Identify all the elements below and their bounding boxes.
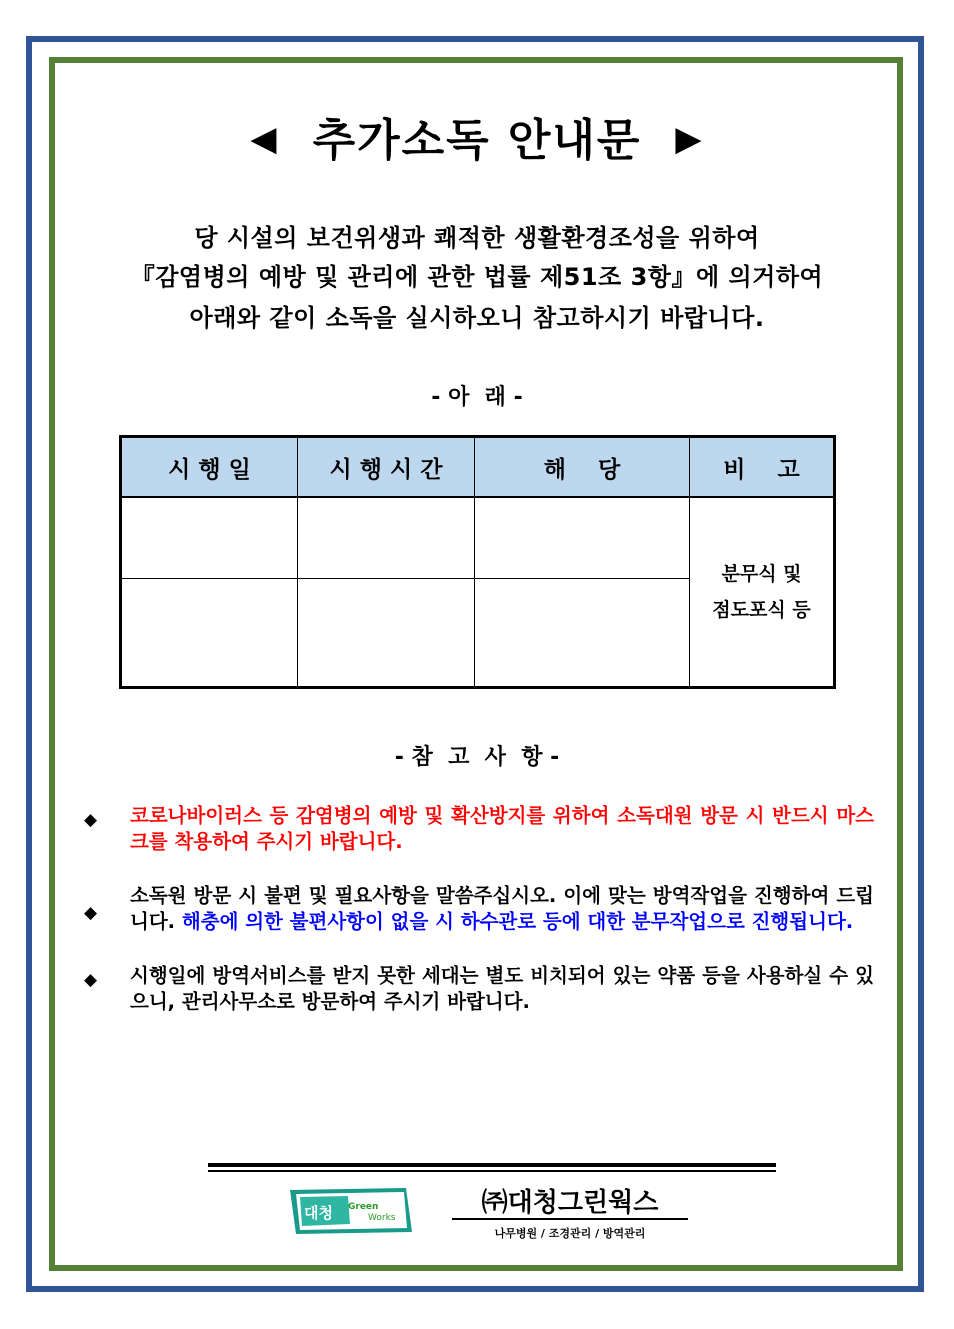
table-row bbox=[121, 497, 835, 579]
table-header-row bbox=[121, 437, 835, 498]
svg-text:Green: Green bbox=[348, 1202, 379, 1212]
note-1-text: 코로나바이러스 등 감염병의 예방 및 확산방지를 위하여 소독대원 방문 시 반드시 마스크를 착용하여 주시기 바랍니다. bbox=[130, 804, 874, 853]
note-3-text: 시행일에 방역서비스를 받지 못한 세대는 별도 비치되어 있는 약품 등을 사용하실 수 있으니, 관리사무소로 방문하여 주시기 바랍니다. bbox=[130, 964, 874, 1013]
note-2-text: 소독원 방문 시 불편 및 필요사항을 말씀주십시오. 이에 맞는 방역작업을 진행하여 드립니다. bbox=[130, 884, 874, 933]
intro-line-1: 당 시설의 보건위생과 쾌적한 생활환경조성을 위하여 bbox=[194, 224, 760, 252]
list-item bbox=[84, 883, 874, 935]
svg-text:Works: Works bbox=[368, 1213, 396, 1223]
cell-date-1 bbox=[121, 497, 298, 579]
remarks-line-1: 분무식 및 bbox=[721, 563, 802, 585]
list-item bbox=[84, 963, 874, 1015]
company-logo bbox=[288, 1186, 416, 1236]
list-item bbox=[84, 803, 874, 855]
notice-title-row bbox=[0, 104, 954, 168]
right-triangle-icon: ▶ bbox=[675, 119, 704, 159]
svg-text:대청: 대청 bbox=[304, 1204, 333, 1222]
remarks-line-2: 점도포식 등 bbox=[712, 599, 811, 621]
cell-time-1 bbox=[298, 497, 475, 579]
schedule-table bbox=[119, 435, 836, 689]
intro-line-2: 『감염병의 예방 및 관리에 관한 법률 제51조 3항』에 의거하여 bbox=[130, 263, 824, 291]
diamond-bullet-icon: ◆ bbox=[84, 903, 98, 923]
section-heading: - 아 래 - bbox=[431, 385, 523, 410]
intro-line-3: 아래와 같이 소독을 실시하오니 참고하시기 바랍니다. bbox=[189, 304, 765, 332]
company-divider bbox=[452, 1218, 688, 1220]
notes-list bbox=[84, 803, 874, 1043]
cell-target-1 bbox=[475, 497, 690, 579]
cell-time-2 bbox=[298, 579, 475, 688]
cell-target-2 bbox=[475, 579, 690, 688]
diamond-bullet-icon: ◆ bbox=[84, 810, 98, 830]
company-name: ㈜대청그린웍스 bbox=[481, 1188, 659, 1218]
company-services: 나무병원 / 조경관리 / 방역관리 bbox=[494, 1227, 646, 1240]
header-date: 시 행 일 bbox=[121, 437, 298, 498]
notice-title: 추가소독 안내문 bbox=[312, 115, 642, 166]
cell-date-2 bbox=[121, 579, 298, 688]
header-target: 해 당 bbox=[475, 437, 690, 498]
note-2-highlight: 해충에 의한 불편사항이 없을 시 하수관로 등에 대한 분무작업으로 진행됩니다. bbox=[181, 910, 854, 933]
diamond-bullet-icon: ◆ bbox=[84, 970, 98, 990]
footer-rule-thin bbox=[208, 1170, 776, 1172]
header-time: 시 행 시 간 bbox=[298, 437, 475, 498]
left-triangle-icon: ◀ bbox=[250, 119, 279, 159]
footer-rule bbox=[208, 1163, 776, 1167]
header-remarks: 비 고 bbox=[690, 437, 835, 498]
cell-remarks bbox=[690, 497, 835, 688]
notes-heading: - 참 고 사 항 - bbox=[394, 745, 560, 770]
